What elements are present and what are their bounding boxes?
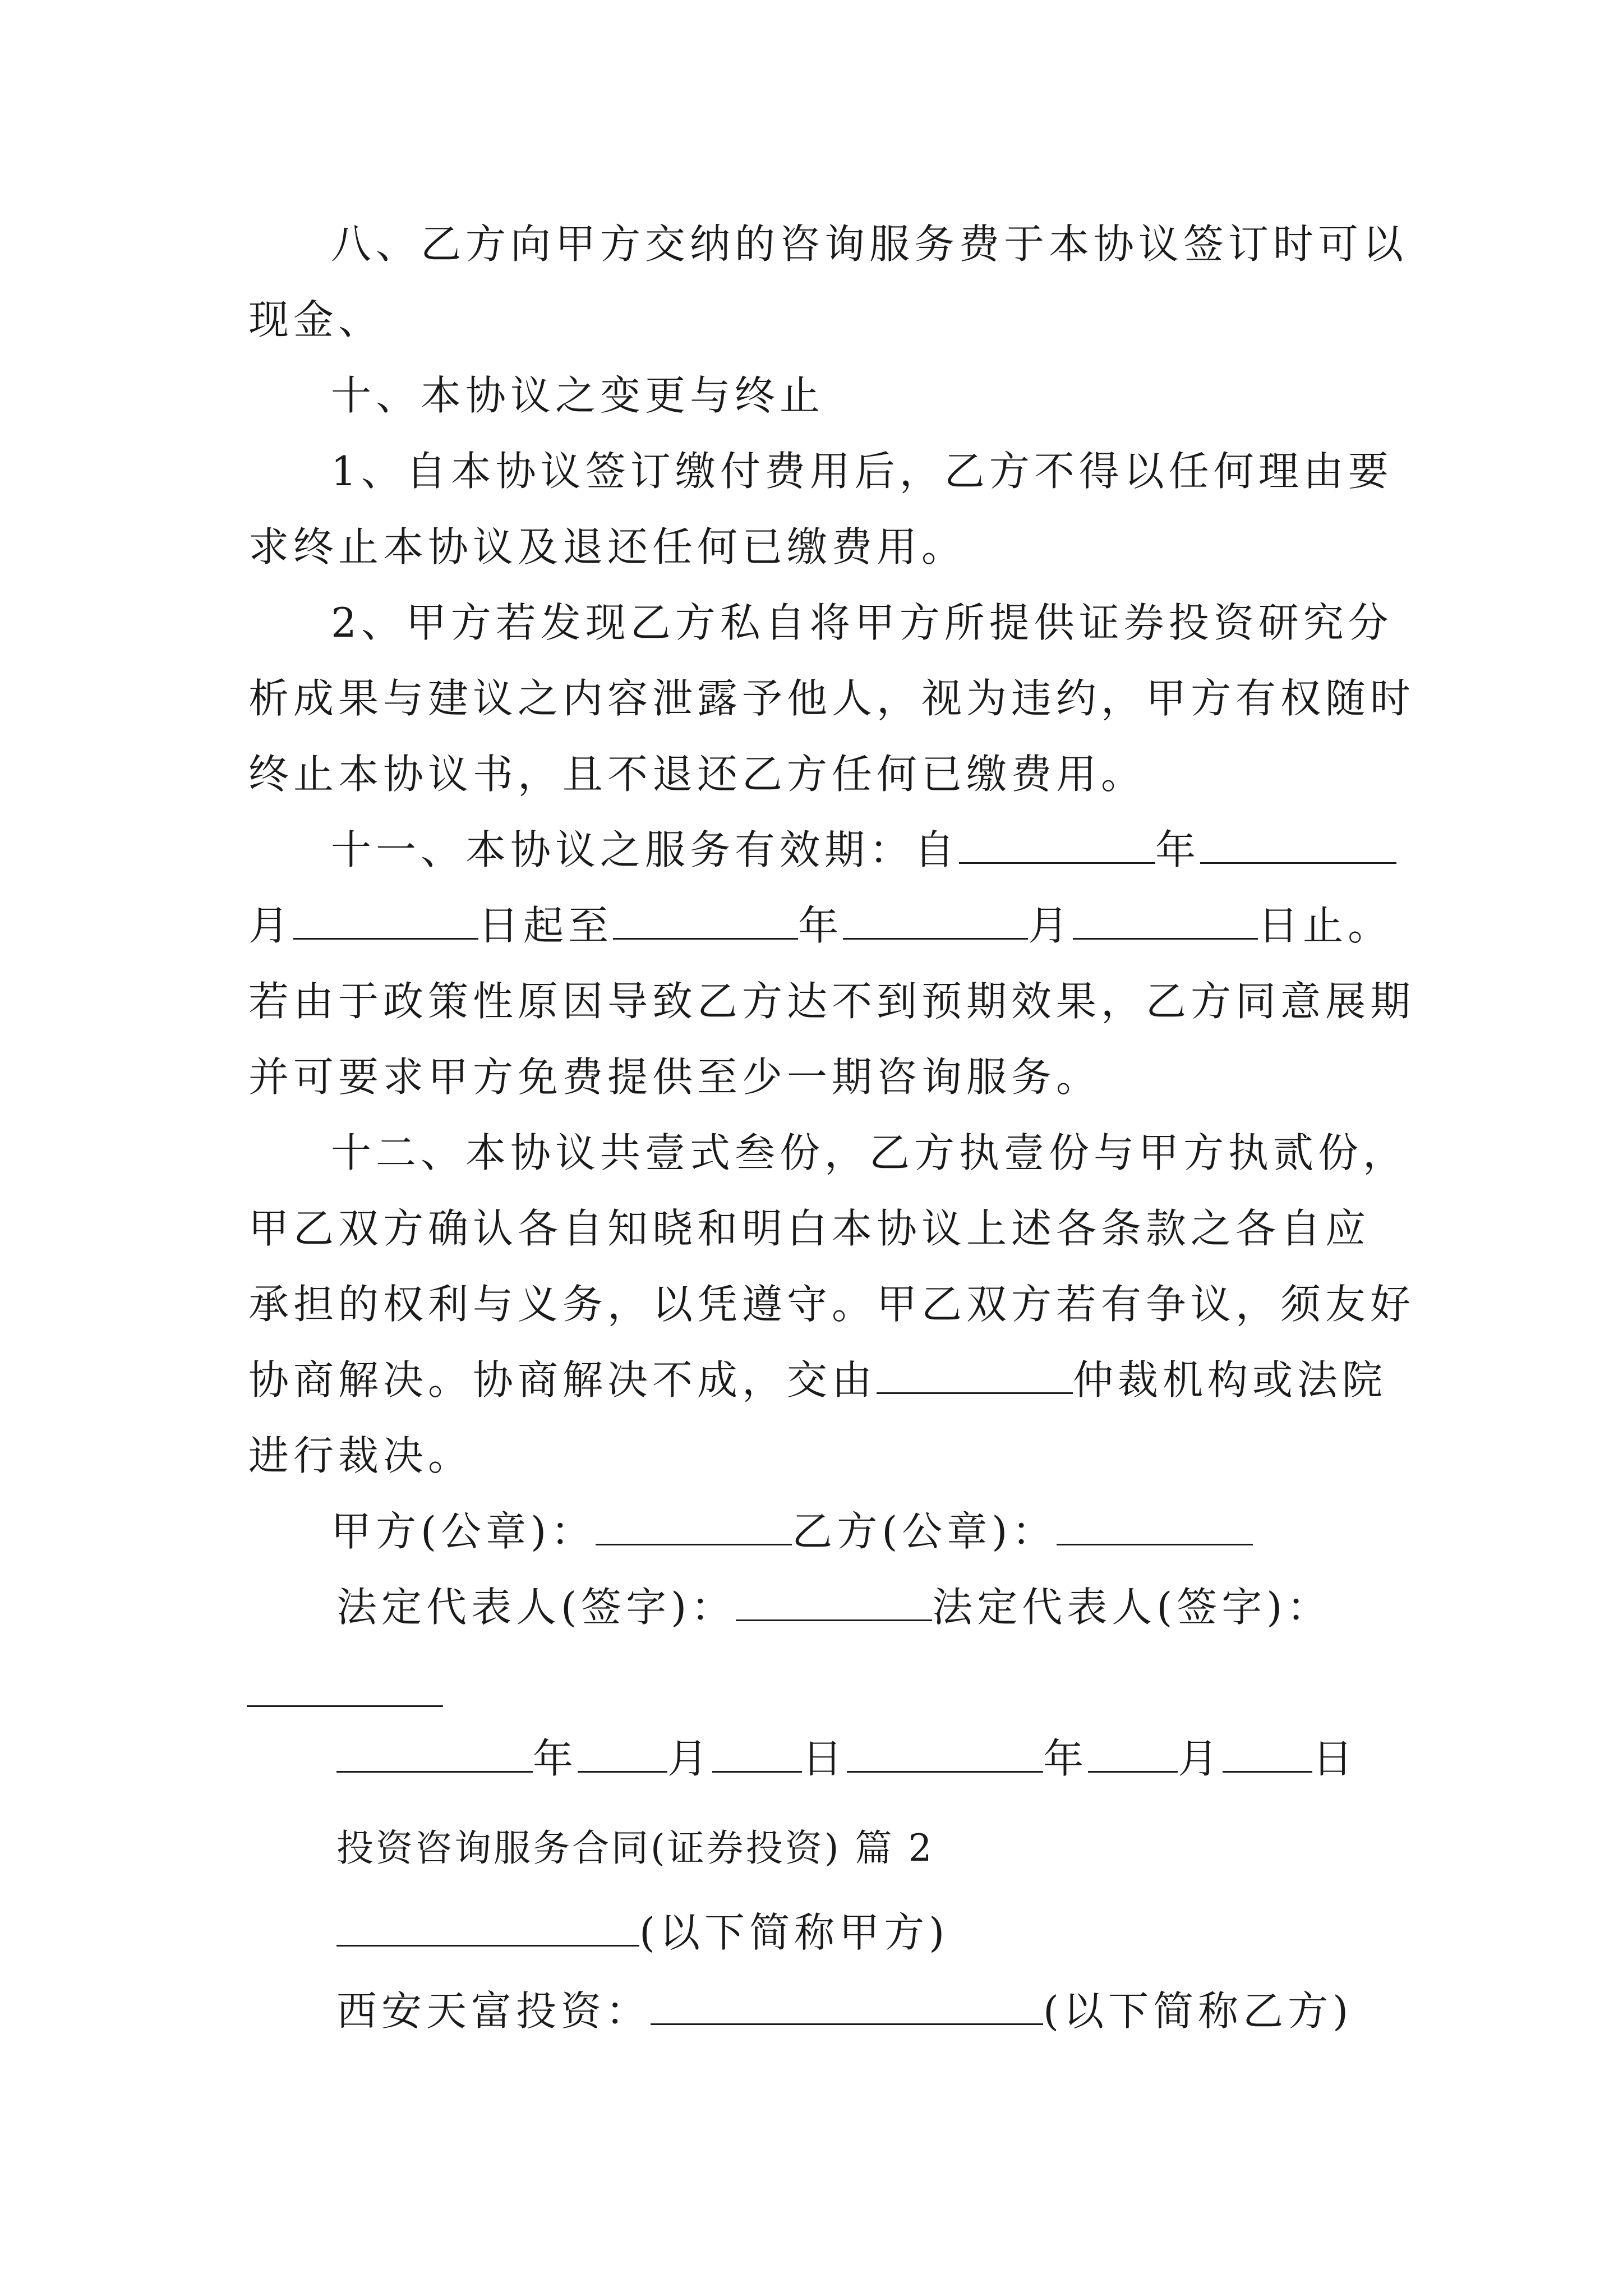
party-b-seal-label: 乙方(公章)： (792, 1508, 1057, 1555)
clause-10-2-line-3: 终止本协议书，且不退还乙方任何已缴费用。 (248, 751, 1146, 798)
party-b-seal-blank[interactable] (1057, 1504, 1253, 1545)
party-b-day-blank[interactable] (1223, 1732, 1312, 1773)
clause-11-line-4: 并可要求甲方免费提供至少一期咨询服务。 (248, 1053, 1101, 1101)
clause-10-title: 十、本协议之变更与终止 (331, 372, 825, 419)
clause-11-line-3: 若由于政策性原因导致乙方达不到预期效果，乙方同意展期 (248, 978, 1415, 1025)
party-b-name: 西安天富投资： (336, 1987, 651, 2035)
clause-11-line-2 (248, 898, 1393, 954)
clause-12-line-3: 承担的权利与义务，以凭遵守。甲乙双方若有争议，须友好 (248, 1281, 1415, 1328)
party-b-year-label: 年 (1043, 1735, 1089, 1782)
start-year-blank[interactable] (959, 823, 1155, 864)
party-a-suffix: (以下简称甲方) (639, 1909, 949, 1956)
clause-11-end-month-label: 月 (1028, 902, 1073, 949)
clause-12-line-1: 十二、本协议共壹式叁份，乙方执壹份与甲方执贰份， (331, 1129, 1408, 1176)
clause-8-line-1: 八、乙方向甲方交纳的咨询服务费于本协议签订时可以 (331, 220, 1408, 268)
party-a-rep-label: 法定代表人(签字)： (336, 1584, 736, 1631)
end-month-blank[interactable] (843, 899, 1028, 940)
clause-11-month-label: 月 (248, 902, 294, 949)
arbitration-body-blank[interactable] (877, 1353, 1073, 1394)
clause-11-line-1 (331, 822, 1396, 878)
clause-11-year-label: 年 (1155, 826, 1201, 873)
clause-8-line-2: 现金、 (248, 296, 384, 343)
start-day-blank[interactable] (293, 899, 478, 940)
seal-line (331, 1503, 1253, 1559)
clause-12-text-before-blank: 协商解决。协商解决不成，交由 (248, 1356, 877, 1404)
start-month-blank[interactable] (1200, 823, 1396, 864)
clause-10-2-line-1: 2、甲方若发现乙方私自将甲方所提供证券投资研究分 (331, 599, 1393, 646)
representative-line (336, 1579, 1331, 1635)
clause-12-line-5: 进行裁决。 (248, 1432, 473, 1479)
party-a-year-blank[interactable] (336, 1732, 533, 1773)
clause-11-end-day-label: 日止。 (1258, 902, 1393, 949)
clause-12-line-2: 甲乙双方确认各自知晓和明白本协议上述各条款之各自应 (248, 1205, 1371, 1252)
party-b-day-label: 日 (1312, 1735, 1358, 1782)
party-a-month-blank[interactable] (578, 1732, 667, 1773)
clause-12-line-4 (248, 1352, 1387, 1408)
clause-10-2-line-2: 析成果与建议之内容泄露予他人，视为违约，甲方有权随时 (248, 675, 1415, 722)
party-a-year-label: 年 (533, 1735, 578, 1782)
party-b-month-blank[interactable] (1088, 1732, 1178, 1773)
part-2-party-b-line (336, 1983, 1353, 2039)
party-b-rep-blank[interactable] (247, 1705, 443, 1707)
clause-12-text-after-blank: 仲裁机构或法院 (1073, 1356, 1387, 1404)
party-a-month-label: 月 (667, 1735, 713, 1782)
party-a-day-blank[interactable] (712, 1732, 802, 1773)
party-a-rep-blank[interactable] (736, 1580, 932, 1621)
clause-10-1-line-2: 求终止本协议及退还任何已缴费用。 (248, 523, 967, 570)
end-day-blank[interactable] (1073, 899, 1258, 940)
part-2-party-a-line (336, 1904, 949, 1961)
clause-11-text-from: 十一、本协议之服务有效期：自 (331, 826, 960, 873)
end-year-blank[interactable] (613, 899, 798, 940)
party-b-month-label: 月 (1178, 1735, 1223, 1782)
party-b-suffix: (以下简称乙方) (1043, 1987, 1353, 2035)
party-a-day-label: 日 (802, 1735, 847, 1782)
clause-11-day-until: 日起至 (478, 902, 614, 949)
party-b-rep-label: 法定代表人(签字)： (932, 1584, 1332, 1631)
party-b-year-blank[interactable] (847, 1732, 1043, 1773)
party-a-seal-blank[interactable] (596, 1504, 792, 1545)
date-line (336, 1731, 1357, 1787)
party-a-name-blank[interactable] (336, 1906, 639, 1947)
party-b-name-blank[interactable] (651, 1984, 1043, 2025)
clause-10-1-line-1: 1、自本协议签订缴付费用后，乙方不得以任何理由要 (331, 448, 1393, 495)
part-2-heading: 投资咨询服务合同(证券投资) 篇 2 (336, 1826, 934, 1870)
clause-11-end-year-label: 年 (798, 902, 843, 949)
party-a-seal-label: 甲方(公章)： (331, 1508, 596, 1555)
